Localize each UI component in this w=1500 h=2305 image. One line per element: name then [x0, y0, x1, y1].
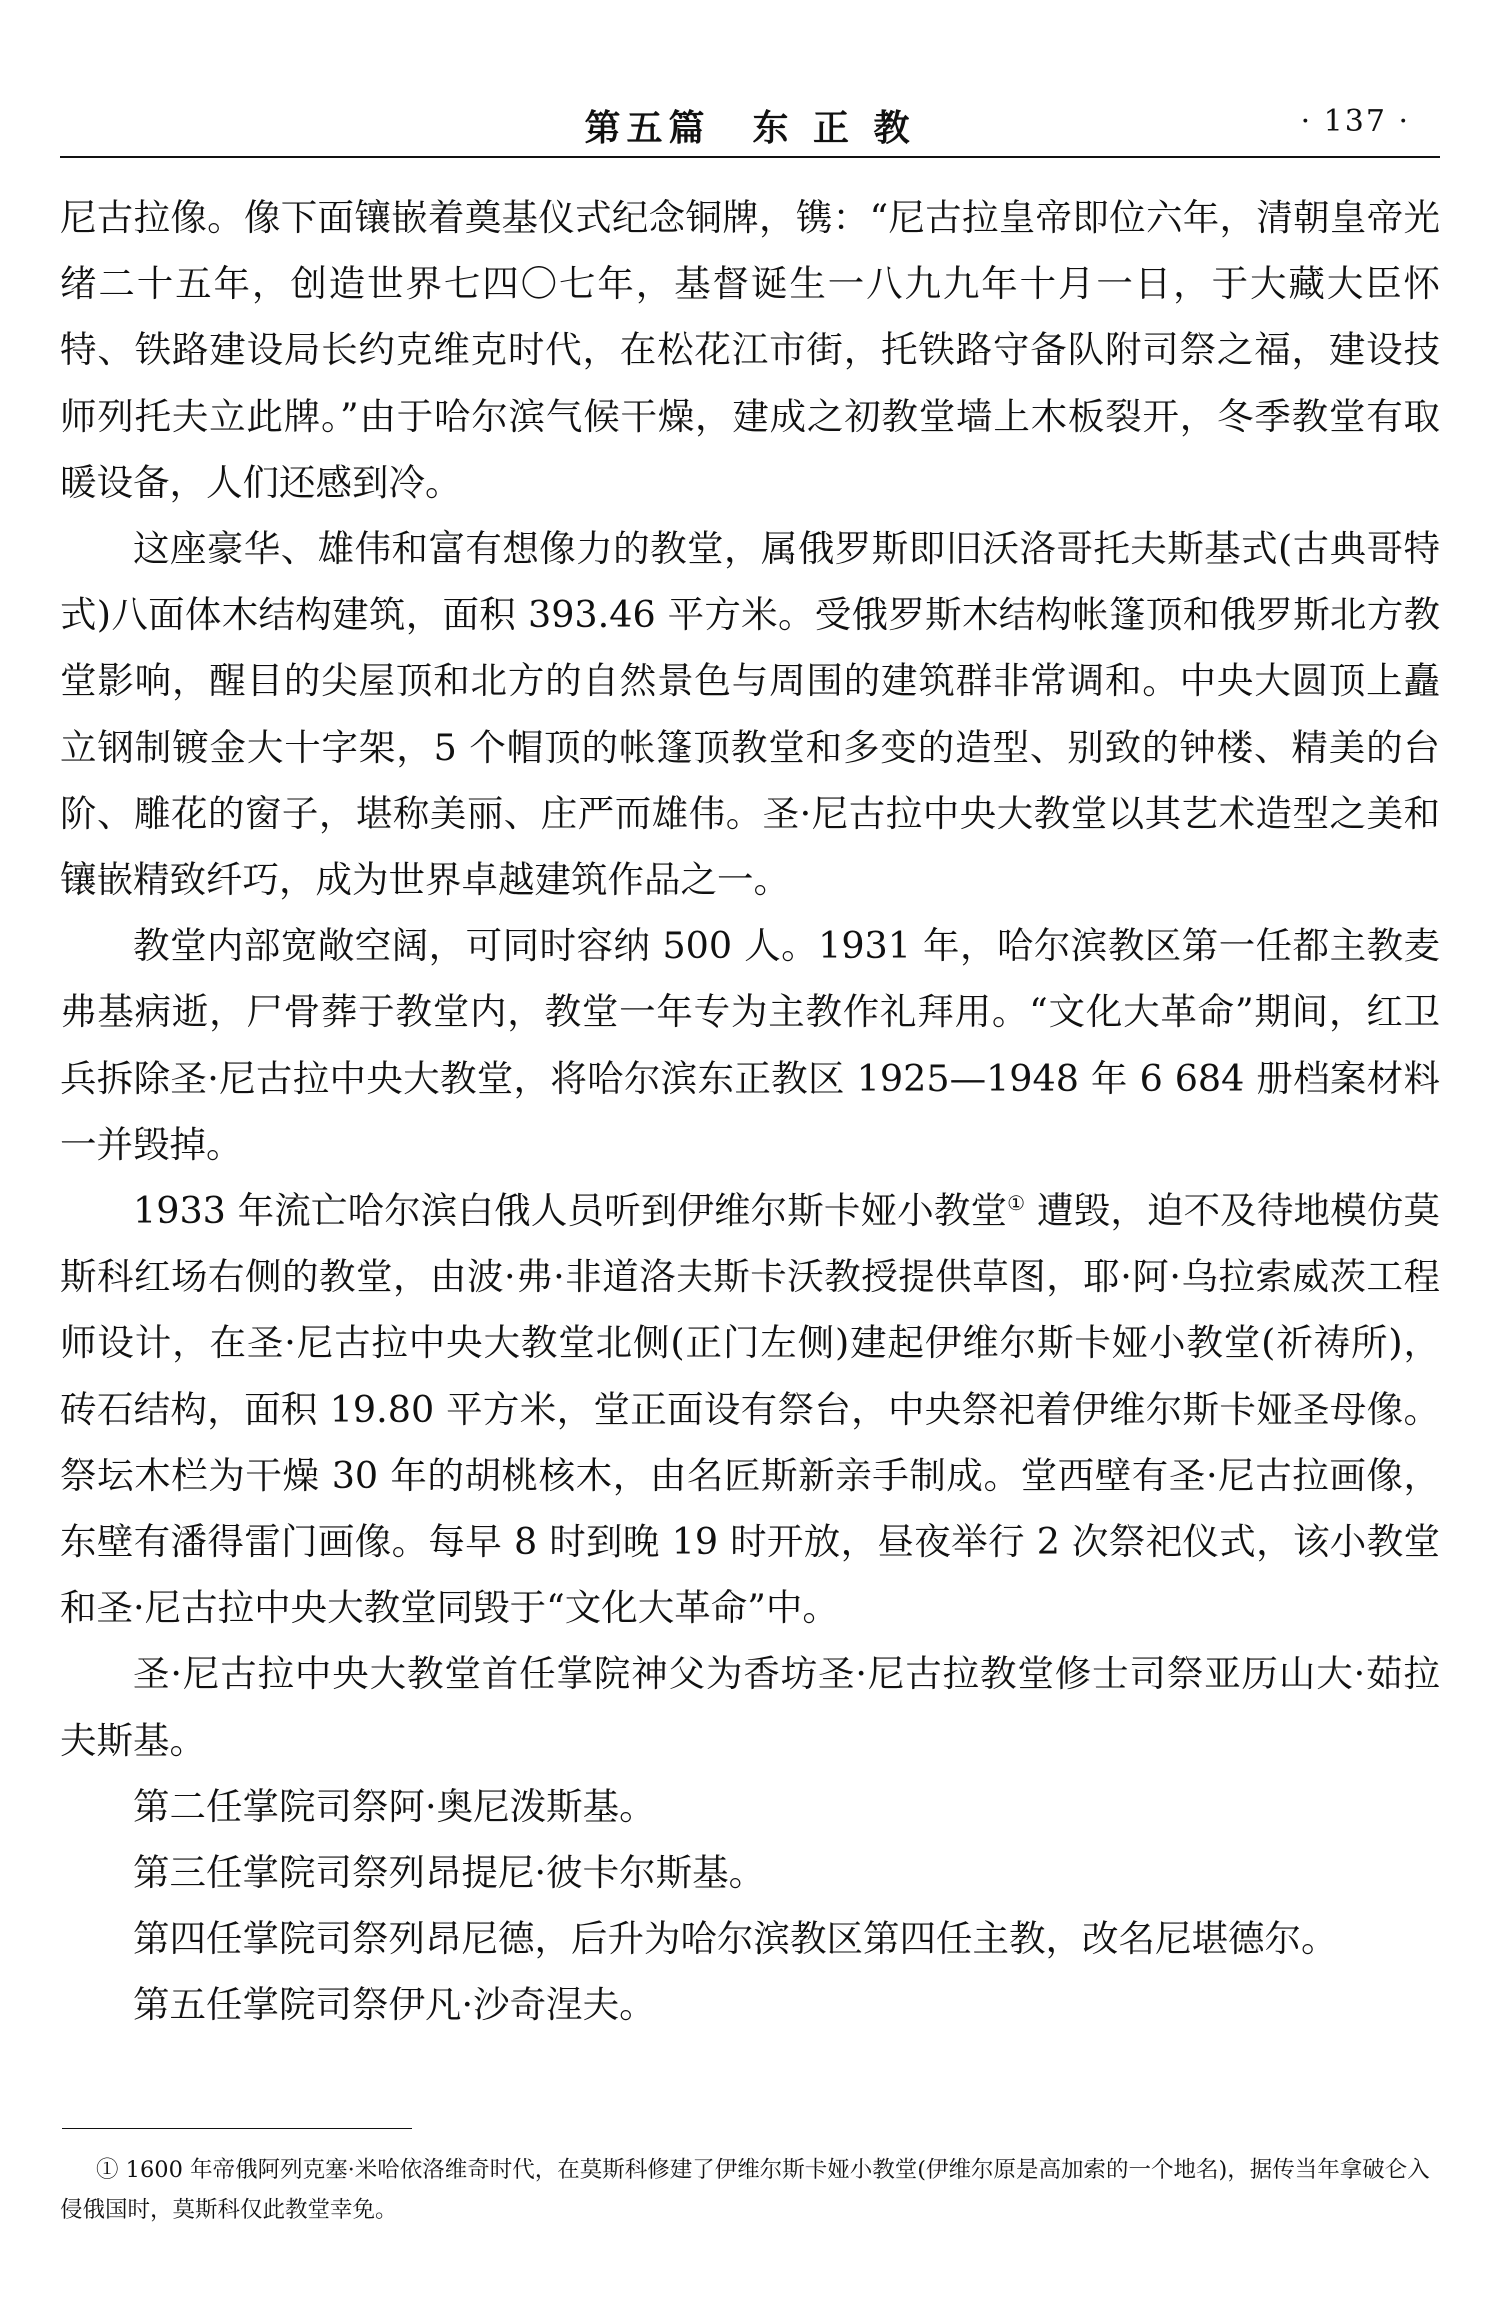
paragraph-4-text-cont: 遭毁，迫不及待地模仿莫斯科红场右侧的教堂，由波·弗·非道洛夫斯卡沃教授提供草图，耶·阿·乌拉索威茨工程师设计，在圣·尼古拉中央大教堂北侧(正门左侧)建起伊维尔斯卡娅小教堂(祈祷所)，砖石结构，面积 19.80 平方米，堂正面设有祭台，中央祭祀着伊维尔斯卡娅圣母像。祭坛木栏为干燥 30 年的胡桃核木，由名匠斯新亲手制成。堂西壁有圣·尼古拉画像，东壁有潘得雷门画像。每早 8 时到晚 19 时开放，昼夜举行 2 次祭祀仪式，该小教堂和圣·尼古拉中央大教堂同毁于“文化大革命”中。: [60, 1189, 1440, 1630]
body-text: [60, 185, 1440, 2039]
paragraph-1: 尼古拉像。像下面镶嵌着奠基仪式纪念铜牌，镌：“尼古拉皇帝即位六年，清朝皇帝光绪二十五年，创造世界七四〇七年，基督诞生一八九九年十月一日，于大藏大臣怀特、铁路建设局长约克维克时代，在松花江市街，托铁路守备队附司祭之福，建设技师列托夫立此牌。”由于哈尔滨气候干燥，建成之初教堂墙上木板裂开，冬季教堂有取暖设备，人们还感到冷。: [60, 196, 1440, 504]
paragraph-8: 第四任掌院司祭列昂尼德，后升为哈尔滨教区第四任主教，改名尼堪德尔。: [133, 1917, 1338, 1961]
paragraph-5: 圣·尼古拉中央大教堂首任掌院神父为香坊圣·尼古拉教堂修士司祭亚历山大·茹拉夫斯基。: [60, 1652, 1440, 1762]
paragraph-4-text: 1933 年流亡哈尔滨白俄人员听到伊维尔斯卡娅小教堂: [133, 1189, 1008, 1233]
paragraph-9: 第五任掌院司祭伊凡·沙奇涅夫。: [133, 1983, 656, 2027]
paragraph-2: 这座豪华、雄伟和富有想像力的教堂，属俄罗斯即旧沃洛哥托夫斯基式(古典哥特式)八面体木结构建筑，面积 393.46 平方米。受俄罗斯木结构帐篷顶和俄罗斯北方教堂影响，醒目的尖屋顶和北方的自然景色与周围的建筑群非常调和。中央大圆顶上矗立钢制镀金大十字架，5 个帽顶的帐篷顶教堂和多变的造型、别致的钟楼、精美的台阶、雕花的窗子，堪称美丽、庄严而雄伟。圣·尼古拉中央大教堂以其艺术造型之美和镶嵌精致纤巧，成为世界卓越建筑作品之一。: [60, 527, 1440, 902]
footnote-ref: ①: [1007, 1190, 1026, 1215]
header-rule: [60, 156, 1440, 158]
running-header: [60, 80, 1440, 150]
paragraph-3: 教堂内部宽敞空阔，可同时容纳 500 人。1931 年，哈尔滨教区第一任都主教麦弗基病逝，尸骨葬于教堂内，教堂一年专为主教作礼拜用。“文化大革命”期间，红卫兵拆除圣·尼古拉中央大教堂，将哈尔滨东正教区 1925—1948 年 6 684 册档案材料一并毁掉。: [60, 924, 1440, 1166]
footnote-rule: [62, 2128, 412, 2129]
paragraph-7: 第三任掌院司祭列昂提尼·彼卡尔斯基。: [133, 1851, 766, 1895]
paragraph-4: [60, 1178, 1440, 1641]
page-number: · 137 ·: [1300, 104, 1410, 139]
footnote: ① 1600 年帝俄阿列克塞·米哈依洛维奇时代，在莫斯科修建了伊维尔斯卡娅小教堂(伊维尔原是高加索的一个地名)，据传当年拿破仑入侵俄国时，莫斯科仅此教堂幸免。: [60, 2157, 1430, 2223]
section-title: 第五篇 东 正 教: [584, 108, 916, 149]
paragraph-6: 第二任掌院司祭阿·奥尼泼斯基。: [133, 1784, 656, 1828]
